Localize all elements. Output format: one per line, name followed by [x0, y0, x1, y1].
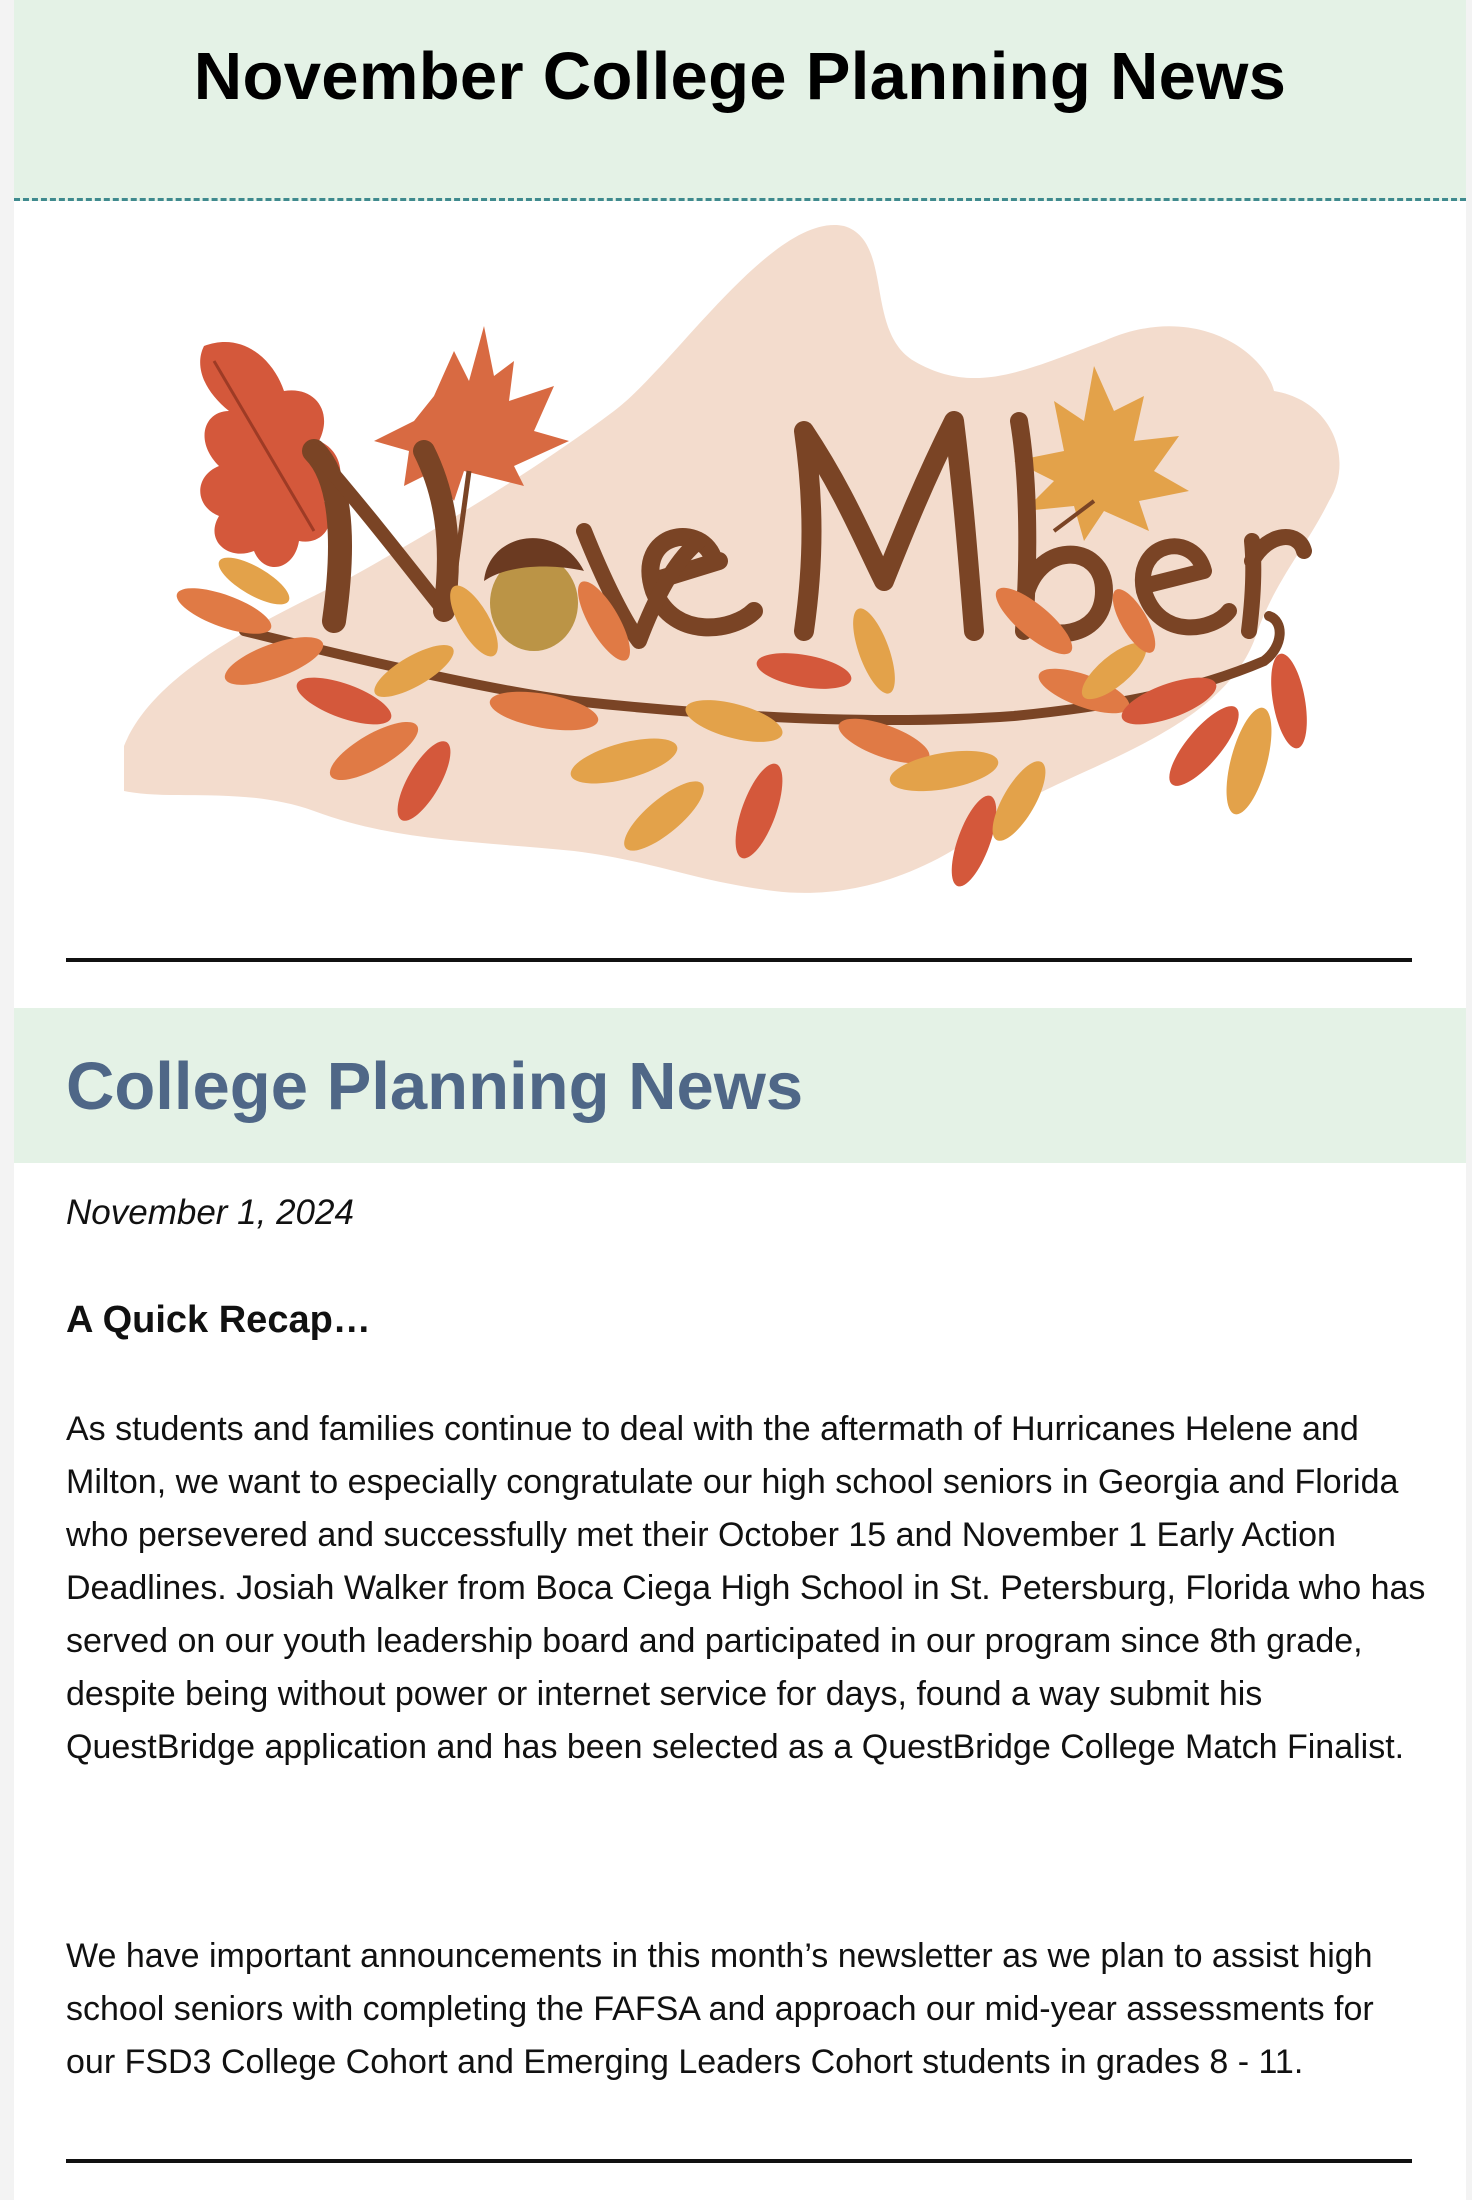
top-banner: [14, 0, 1466, 201]
november-hero-image: [14, 201, 1466, 961]
newsletter-page: [14, 0, 1466, 2200]
recap-paragraph-2: We have important announcements in this month’s newsletter as we plan to assist high school seniors with completing the FAFSA and approach our mid-year assessments for our FSD3 College Cohort and Emerging Leaders Cohort students in grades 8 - 11.: [66, 1937, 1374, 2081]
recap-heading: A Quick Recap…: [66, 1299, 371, 1341]
newsletter-date: November 1, 2024: [66, 1193, 354, 1232]
divider-top: [66, 958, 1412, 962]
recap-paragraph-1: As students and families continue to deal with the aftermath of Hurricanes Helene and Milton, we want to especially congratulate our high school seniors in Georgia and Florida who persevered and successfully met their October 15 and November 1 Early Action Deadlines. Josiah Walker from Boca Ciega High School in St. Petersburg, Florida who has served on our youth leadership board and participated in our program since 8th grade, despite being without power or internet service for days, found a way submit his QuestBridge application and has been selected as a QuestBridge College Match Finalist.: [66, 1410, 1426, 1766]
section-title: College Planning News: [66, 1049, 804, 1124]
section-header: [14, 1008, 1466, 1163]
newsletter-title: November College Planning News: [193, 39, 1287, 114]
november-illustration: [14, 201, 1466, 961]
divider-bottom: [66, 2159, 1412, 2163]
